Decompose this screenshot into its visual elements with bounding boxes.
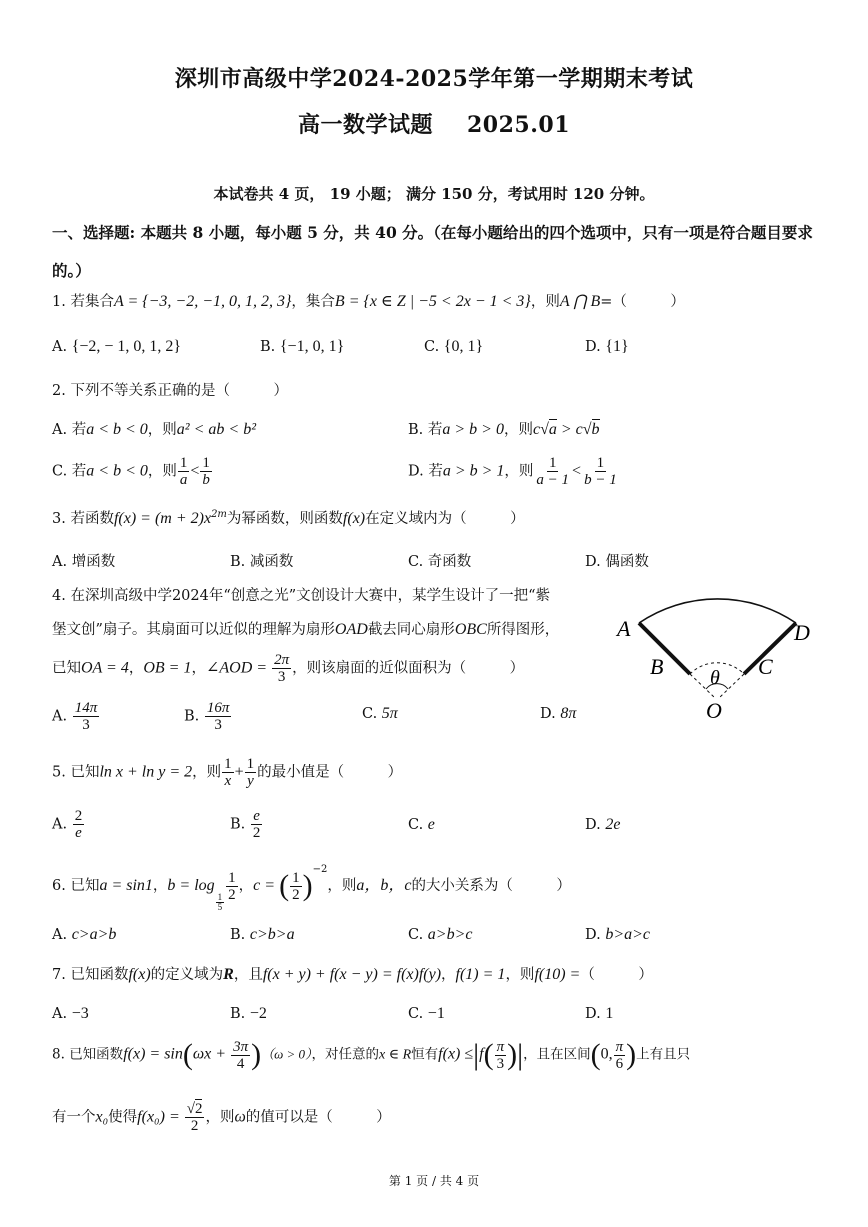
fraction: $\frac{16\pi}{3}$ xyxy=(206,700,230,733)
fraction: $\frac{2\pi}{3}$ xyxy=(274,652,290,685)
question-1-option-d[interactable]: D. {1} xyxy=(585,338,629,355)
question-6-option-a[interactable]: A. c>a>b xyxy=(52,926,117,943)
question-4-option-b[interactable]: B. $\frac{16\pi}{3}$ xyxy=(184,700,230,733)
label-c: C xyxy=(758,654,773,679)
fan-figure xyxy=(612,586,824,722)
question-3-option-c[interactable]: C. 奇函数 xyxy=(408,554,472,570)
question-2-option-b[interactable]: B. 若a > b > 0，则c√a > c√b xyxy=(408,421,600,438)
exam-subtitle xyxy=(0,108,868,139)
label-d: D xyxy=(794,620,810,645)
question-6-stem: 6. 已知a = sin1，b = log $\frac{1}{5}$ $\frac{1}{2}$ ，c = ( $\frac{1}{2}$ )$^{-2}$，则a，b，c的大小关系为（ ） xyxy=(52,864,571,912)
question-4-line-3: 已知OA = 4，OB = 1，∠AOD = $\frac{2\pi}{3}$ ，则该扇面的近似面积为（ ） xyxy=(52,652,525,685)
label-b: B xyxy=(650,654,664,679)
question-8-line-1: 8. 已知函数f(x) = sin(ωx + $\frac{3\pi}{4}$ )（ω > 0），对任意的x ∈ R恒有f(x) ≤|f( $\frac{\pi}{3}$ )|，且在区间(0, $\frac{\pi}{6}$ )上有且只 xyxy=(52,1038,691,1072)
label-theta: θ xyxy=(710,667,720,689)
question-2-option-d[interactable]: D. 若a > b > 1，则 $\frac{1}{a - 1}$ < $\frac{1}{b - 1}$ xyxy=(408,455,617,488)
question-5-option-b[interactable]: B. $\frac{e}{2}$ xyxy=(230,808,261,841)
fraction: $\frac{\pi}{6}$ xyxy=(615,1038,624,1072)
question-1-option-b[interactable]: B. {−1, 0, 1} xyxy=(260,338,345,355)
question-7-option-d[interactable]: D. 1 xyxy=(585,1005,614,1022)
fraction: $\frac{1}{a - 1}$ xyxy=(536,455,570,488)
label-o: O xyxy=(706,698,722,722)
question-4-option-c[interactable]: C. 5π xyxy=(362,705,398,722)
question-3-option-a[interactable]: A. 增函数 xyxy=(52,554,116,570)
question-5-option-c[interactable]: C. e xyxy=(408,816,435,833)
fraction: $\frac{3\pi}{4}$ xyxy=(233,1038,249,1072)
fraction: $\frac{14\pi}{3}$ xyxy=(74,700,98,733)
edge-ab xyxy=(639,623,690,674)
log-base: $\frac{1}{5}$ xyxy=(217,892,223,912)
question-2-stem: 2. 下列不等关系正确的是（ ） xyxy=(52,383,288,399)
question-5-option-a[interactable]: A. $\frac{2}{e}$ xyxy=(52,808,83,841)
exam-title: 深圳市高级中学2024-2025学年第一学期期末考试 xyxy=(174,66,694,92)
question-2-option-c[interactable]: C. 若a < b < 0，则 $\frac{1}{a}$ < $\frac{1}{b}$ xyxy=(52,455,210,488)
exam-info: 本试卷共 4 页， 19 小题； 满分 150 分，考试用时 120 分钟。 xyxy=(213,185,655,203)
question-4-line-2: 堡文创”扇子。其扇面可以近似的理解为扇形OAD截去同心扇形OBC所得图形， xyxy=(52,621,560,638)
question-1-stem: 1. 若集合A = {−3, −2, −1, 0, 1, 2, 3}，集合B = {x ∈ Z | −5 < 2x − 1 < 3}，则A ⋂ B=（ ） xyxy=(52,293,685,310)
fraction: $\frac{√2}{2}$ xyxy=(186,1101,203,1134)
outer-arc xyxy=(639,599,796,623)
question-6-option-b[interactable]: B. c>b>a xyxy=(230,926,295,943)
question-7-stem: 7. 已知函数f(x)的定义域为R，且f(x + y) + f(x − y) = f(x)f(y)，f(1) = 1，则f(10) =（ ） xyxy=(52,966,653,983)
fraction: $\frac{2}{e}$ xyxy=(74,808,83,841)
question-3-stem: 3. 若函数$f(x) = (m + 2)x^{2m}$为幂函数，则函数f(x)在定义域内为（ ） xyxy=(52,509,525,527)
question-2-option-a[interactable]: A. 若a < b < 0，则a² < ab < b² xyxy=(52,421,256,438)
question-1-option-c[interactable]: C. {0, 1} xyxy=(424,338,484,355)
question-5-option-d[interactable]: D. 2e xyxy=(585,816,621,833)
dashed-oc xyxy=(719,674,744,698)
fraction: $\frac{e}{2}$ xyxy=(252,808,261,841)
question-4-line-1: 4. 在深圳高级中学2024年“创意之光”文创设计大赛中，某学生设计了一把“紫 xyxy=(52,588,551,604)
page-footer: 第 1 页 / 共 4 页 xyxy=(388,1174,480,1188)
section-heading: 一、选择题: 本题共 8 小题，每小题 5 分，共 40 分。（在每小题给出的四个选项中，只有一项是符合题目要求的。） xyxy=(52,223,813,280)
exam-date: 2025.01 xyxy=(467,112,571,138)
question-3-option-d[interactable]: D. 偶函数 xyxy=(585,554,649,570)
question-6-option-d[interactable]: D. b>a>c xyxy=(585,926,651,943)
fraction: $\frac{1}{a}$ xyxy=(179,455,188,488)
fraction: $\frac{1}{x}$ xyxy=(224,756,232,789)
question-7-option-a[interactable]: A. −3 xyxy=(52,1005,89,1022)
fraction: $\frac{1}{2}$ xyxy=(228,869,236,903)
question-7-option-c[interactable]: C. −1 xyxy=(408,1005,445,1022)
label-a: A xyxy=(617,616,631,641)
question-8-line-2: 有一个x₀使得f(x₀) = $\frac{√2}{2}$ ，则ω的值可以是（ ） xyxy=(52,1101,391,1134)
question-4-option-a[interactable]: A. $\frac{14\pi}{3}$ xyxy=(52,700,98,733)
question-3-option-b[interactable]: B. 减函数 xyxy=(230,554,294,570)
fraction: $\frac{1}{y}$ xyxy=(246,756,255,789)
fraction: $\frac{\pi}{3}$ xyxy=(496,1038,505,1072)
fraction: $\frac{1}{b - 1}$ xyxy=(584,455,617,488)
question-6-option-c[interactable]: C. a>b>c xyxy=(408,926,473,943)
question-4-option-d[interactable]: D. 8π xyxy=(540,705,577,722)
question-1-option-a[interactable]: A. {−2, − 1, 0, 1, 2} xyxy=(52,338,182,355)
subject-title: 高一数学试题 xyxy=(297,112,433,138)
question-7-option-b[interactable]: B. −2 xyxy=(230,1005,267,1022)
fraction: $\frac{1}{2}$ xyxy=(292,869,300,903)
fraction: $\frac{1}{b}$ xyxy=(202,455,210,488)
question-5-stem: 5. 已知ln x + ln y = 2，则 $\frac{1}{x}$ + $\frac{1}{y}$ 的最小值是（ ） xyxy=(52,756,403,789)
